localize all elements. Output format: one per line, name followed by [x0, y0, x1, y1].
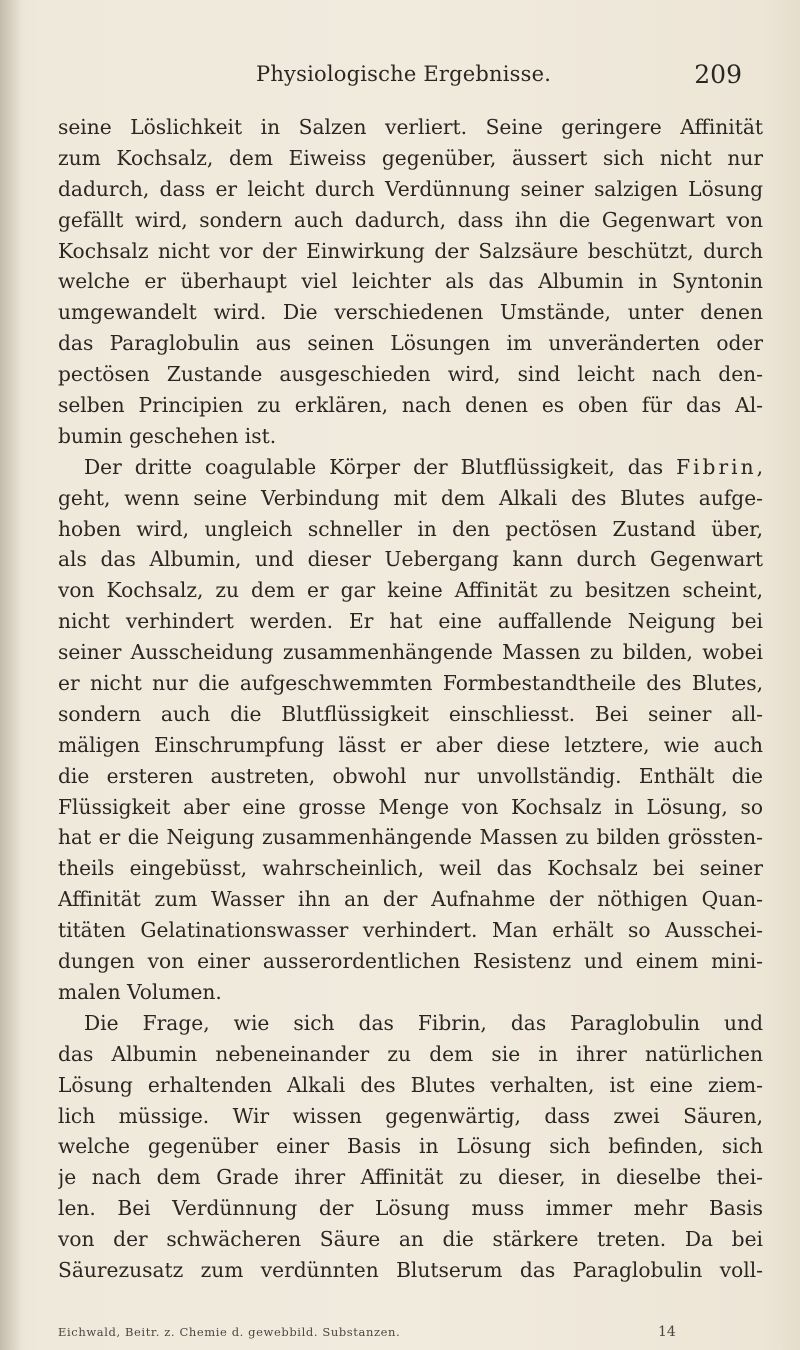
running-head: Physiologische Ergebnisse.	[256, 62, 552, 86]
text-segment: Der dritte coagulable Körper der Blutflüssigkeit, das	[84, 454, 677, 479]
text-line: das Paraglobulin aus seinen Lösungen im unveränderten oder	[58, 331, 763, 356]
emphasized-term: Fibrin	[676, 454, 757, 479]
text-line: sondern auch die Blutflüssigkeit einschliesst. Bei seiner all-	[58, 701, 763, 726]
text-line: hat er die Neigung zusammenhängende Massen zu bilden grössten-	[58, 825, 763, 850]
text-line: bumin geschehen ist.	[58, 423, 277, 448]
text-line: das Albumin nebeneinander zu dem sie in ihrer natürlichen	[58, 1041, 763, 1066]
gutter-shadow	[0, 0, 22, 1350]
text-line: seine Löslichkeit in Salzen verliert. Seine geringere Affinität	[58, 115, 763, 139]
page-header	[0, 62, 800, 94]
text-line: selben Principien zu erklären, nach denen es oben für das Al-	[58, 393, 763, 418]
text-line: hoben wird, ungleich schneller in den pectösen Zustand über,	[58, 516, 763, 541]
text-line: gefällt wird, sondern auch dadurch, dass ihn die Gegenwart von	[58, 207, 763, 232]
text-line: als das Albumin, und dieser Uebergang kann durch Gegenwart	[58, 547, 763, 572]
page-number: 209	[694, 60, 742, 89]
text-line: seiner Ausscheidung zusammenhängende Massen zu bilden, wobei	[58, 640, 763, 665]
text-line: mäligen Einschrumpfung lässt er aber diese letztere, wie auch	[58, 732, 763, 757]
text-segment: ,	[756, 454, 763, 479]
text-line: Kochsalz nicht vor der Einwirkung der Salzsäure beschützt, durch	[58, 238, 763, 263]
text-line: Flüssigkeit aber eine grosse Menge von Kochsalz in Lösung, so	[58, 794, 763, 819]
text-line: lich müssige. Wir wissen gegenwärtig, dass zwei Säuren,	[58, 1103, 763, 1128]
signature-imprint: Eichwald, Beitr. z. Chemie d. gewebbild. Substanzen.	[58, 1325, 401, 1339]
text-line: die ersteren austreten, obwohl nur unvollständig. Enthält die	[58, 763, 763, 788]
text-line: pectösen Zustande ausgeschieden wird, sind leicht nach den-	[58, 362, 763, 387]
text-line: welche gegenüber einer Basis in Lösung sich befinden, sich	[58, 1134, 763, 1159]
page-footer	[58, 1325, 763, 1345]
text-line: Affinität zum Wasser ihn an der Aufnahme der nöthigen Quan-	[58, 887, 763, 912]
text-line: welche er überhaupt viel leichter als das Albumin in Syntonin	[58, 269, 763, 294]
text-line: malen Volumen.	[58, 979, 222, 1004]
text-line: titäten Gelatinationswasser verhindert. Man erhält so Ausschei-	[58, 918, 763, 943]
text-line: Die Frage, wie sich das Fibrin, das Paraglobulin und	[84, 1010, 763, 1035]
text-line: er nicht nur die aufgeschwemmten Formbestandtheile des Blutes,	[58, 671, 763, 696]
text-line: Lösung erhaltenden Alkali des Blutes verhalten, ist eine ziem-	[58, 1072, 763, 1097]
sheet-signature: 14	[658, 1324, 676, 1340]
text-line: umgewandelt wird. Die verschiedenen Umstände, unter denen	[58, 300, 763, 325]
text-line: von Kochsalz, zu dem er gar keine Affinität zu besitzen scheint,	[58, 578, 763, 603]
text-line: Säurezusatz zum verdünnten Blutserum das Paraglobulin voll-	[58, 1257, 763, 1282]
text-line: dungen von einer ausserordentlichen Resistenz und einem mini-	[58, 949, 763, 974]
text-line: von der schwächeren Säure an die stärkere treten. Da bei	[58, 1227, 763, 1252]
text-line: nicht verhindert werden. Er hat eine auffallende Neigung bei	[58, 609, 763, 634]
body-text	[58, 112, 763, 1286]
text-line	[58, 452, 763, 483]
text-line: zum Kochsalz, dem Eiweiss gegenüber, äussert sich nicht nur	[58, 145, 763, 170]
text-line: geht, wenn seine Verbindung mit dem Alkali des Blutes aufge-	[58, 485, 763, 510]
text-line: dadurch, dass er leicht durch Verdünnung seiner salzigen Lösung	[58, 176, 763, 201]
text-line: len. Bei Verdünnung der Lösung muss immer mehr Basis	[58, 1196, 763, 1221]
text-line: je nach dem Grade ihrer Affinität zu dieser, in dieselbe thei-	[58, 1165, 763, 1190]
text-line: theils eingebüsst, wahrscheinlich, weil das Kochsalz bei seiner	[58, 856, 763, 881]
